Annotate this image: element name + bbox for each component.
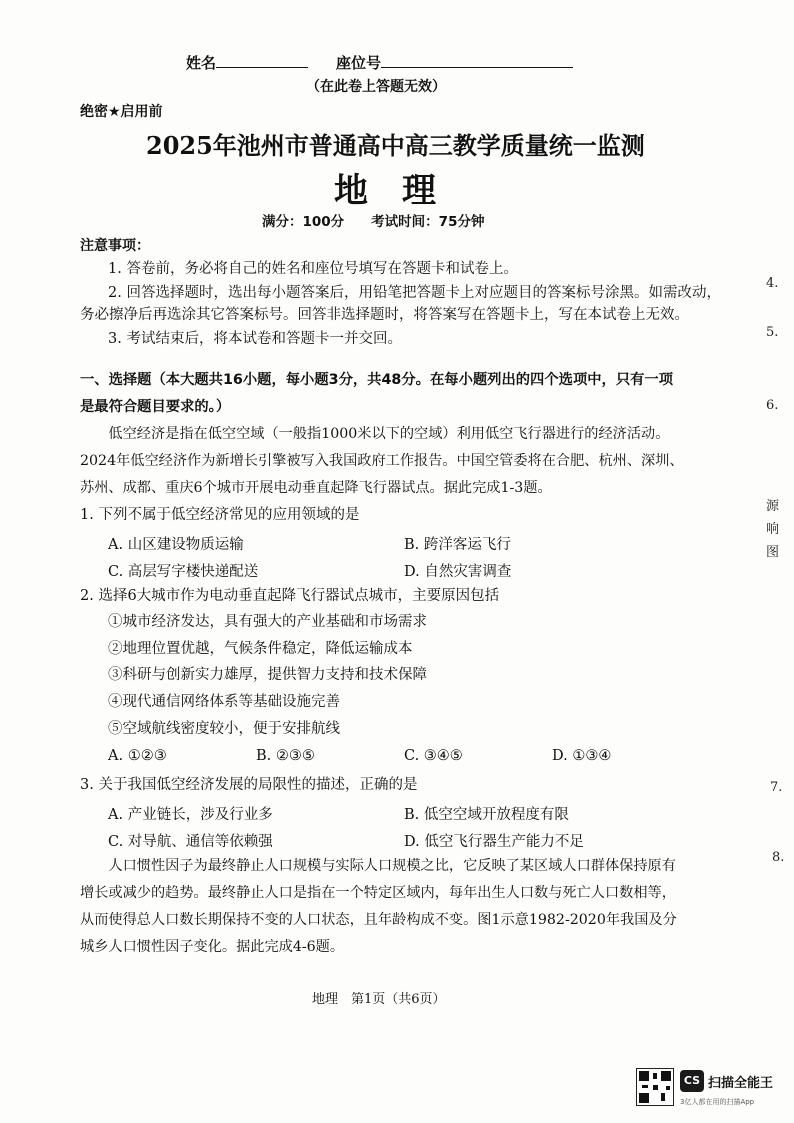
q2-option-a: A. ①②③ (108, 748, 167, 764)
name-label: 姓名 (186, 54, 217, 72)
edge-figure: 图 (766, 545, 780, 560)
q2-statement-1: ①城市经济发达，具有强大的产业基础和市场需求 (108, 614, 427, 630)
passage1-line3: 苏州、成都、重庆6个城市开展电动垂直起降飞行器试点。据此完成1-3题。 (80, 480, 552, 496)
q1-option-b: B. 跨洋客运飞行 (404, 537, 511, 553)
q2-stem: 2. 选择6大城市作为电动垂直起降飞行器试点城市，主要原因包括 (80, 588, 500, 604)
q2-option-d: D. ①③④ (552, 748, 612, 764)
q3-option-d: D. 低空飞行器生产能力不足 (404, 834, 584, 850)
name-blank (216, 53, 308, 68)
page-footer: 地理 第1页（共6页） (312, 992, 446, 1007)
secret-label: 绝密★启用前 (80, 104, 163, 120)
name-field (186, 52, 308, 73)
edge-source: 源 (766, 499, 780, 514)
q2-statement-2: ②地理位置优越，气候条件稳定，降低运输成本 (108, 641, 413, 657)
passage2-line4: 城乡人口惯性因子变化。据此完成4-6题。 (80, 939, 345, 955)
q1-option-d: D. 自然灾害调查 (404, 564, 512, 580)
passage2-line3: 从而使得总人口数长期保持不变的人口状态，且年龄构成不变。图1示意1982-2020年我国及分 (80, 912, 677, 928)
notice-item-1: 1. 答卷前，务必将自己的姓名和座位号填写在答题卡和试卷上。 (108, 261, 518, 277)
edge-q4: 4. (766, 276, 779, 291)
notice-item-2a: 2. 回答选择题时，选出每小题答案后，用铅笔把答题卡上对应题目的答案标号涂黑。如需改动， (108, 285, 721, 301)
score-info: 满分：100分 考试时间：75分钟 (262, 214, 485, 230)
subject-title: 地 理 (334, 171, 436, 211)
scanner-brand: 扫描全能王 (708, 1076, 774, 1091)
seat-label: 座位号 (336, 54, 382, 72)
q1-option-c: C. 高层写字楼快递配送 (108, 564, 259, 580)
section-heading-2: 是最符合题目要求的。） (80, 399, 231, 415)
section-heading-1: 一、选择题（本大题共16小题，每小题3分，共48分。在每小题列出的四个选项中，只有一项 (80, 372, 674, 388)
q1-stem: 1. 下列不属于低空经济常见的应用领域的是 (80, 507, 360, 523)
passage1-line2: 2024年低空经济作为新增长引擎被写入我国政府工作报告。中国空管委将在合肥、杭州、深圳、 (80, 453, 684, 469)
edge-q8: 8. (772, 850, 785, 865)
passage1-line1: 低空经济是指在低空空域（一般指1000米以下的空域）利用低空飞行器进行的经济活动。 (80, 426, 670, 442)
q3-option-a: A. 产业链长，涉及行业多 (108, 807, 273, 823)
exam-title: 2025年池州市普通高中高三教学质量统一监测 (146, 131, 645, 160)
q1-option-a: A. 山区建设物质运输 (108, 537, 244, 553)
q2-statement-5: ⑤空域航线密度较小，便于安排航线 (108, 721, 340, 737)
scanner-tagline: 3亿人都在用的扫描App (680, 1098, 755, 1106)
q2-option-c: C. ③④⑤ (404, 748, 463, 764)
seat-field (336, 52, 573, 73)
edge-q7: 7. (770, 780, 783, 795)
passage2-line1: 人口惯性因子为最终静止人口规模与实际人口规模之比，它反映了某区域人口群体保持原有 (80, 858, 676, 874)
passage2-line2: 增长或减少的趋势。最终静止人口是指在一个特定区域内，每年出生人口数与死亡人口数相等， (80, 885, 676, 901)
invalid-note: （在此卷上答题无效） (306, 79, 446, 95)
q2-option-b: B. ②③⑤ (256, 748, 315, 764)
notice-title: 注意事项： (80, 238, 150, 254)
q2-statement-4: ④现代通信网络体系等基础设施完善 (108, 694, 340, 710)
q3-option-b: B. 低空空域开放程度有限 (404, 807, 569, 823)
q3-stem: 3. 关于我国低空经济发展的局限性的描述，正确的是 (80, 777, 418, 793)
q2-statement-3: ③科研与创新实力雄厚，提供智力支持和技术保障 (108, 667, 427, 683)
seat-blank (381, 53, 573, 68)
edge-response: 响 (766, 522, 780, 537)
notice-item-3: 3. 考试结束后，将本试卷和答题卡一并交回。 (108, 331, 402, 347)
q3-option-c: C. 对导航、通信等依赖强 (108, 834, 273, 850)
camscanner-logo-icon: CS (680, 1070, 704, 1092)
notice-item-2b: 务必擦净后再选涂其它答案标号。回答非选择题时，将答案写在答题卡上，写在本试卷上无效。 (80, 307, 689, 323)
edge-q5: 5. (766, 325, 779, 340)
edge-q6: 6. (766, 398, 779, 413)
qr-code-icon (636, 1068, 674, 1106)
